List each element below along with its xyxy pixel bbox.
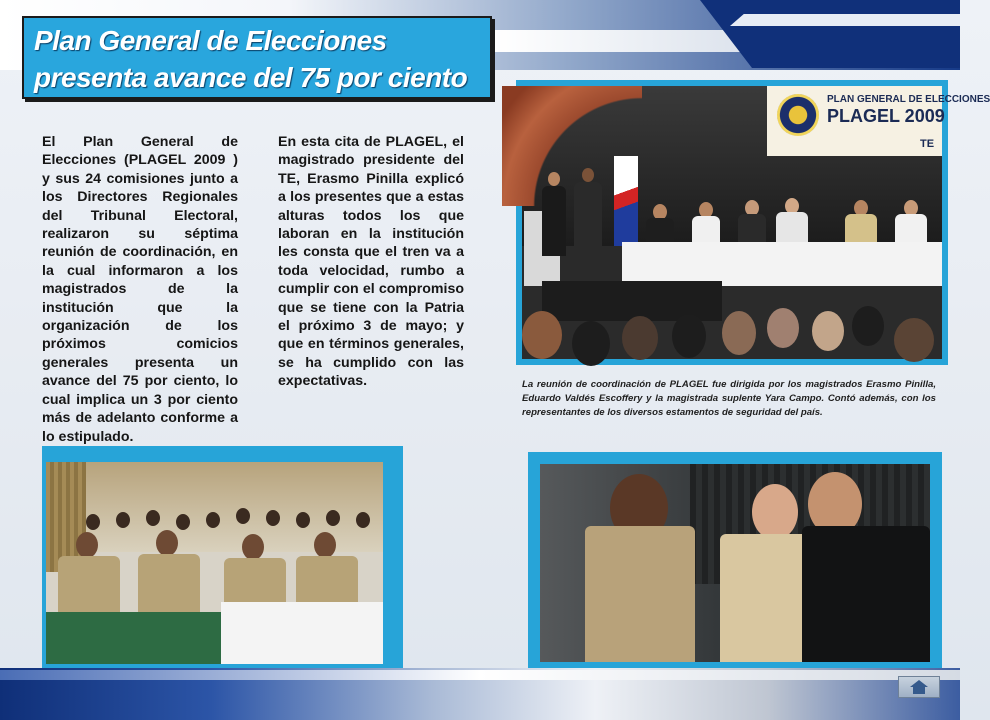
banner-text-1: PLAN GENERAL DE ELECCIONES	[827, 94, 990, 105]
top-accent-stripe	[730, 14, 960, 26]
home-icon	[910, 680, 928, 694]
article-title	[22, 16, 492, 99]
tribunal-logo	[777, 94, 819, 136]
banner-text-3: TE	[920, 138, 935, 150]
title-line-2: presenta avance del 75 por ciento	[34, 62, 468, 93]
home-button[interactable]	[898, 676, 940, 698]
panama-flag	[614, 156, 638, 246]
bottom-accent-stripe	[0, 670, 960, 680]
banner-text-2: PLAGEL 2009	[827, 106, 945, 126]
title-line-1: Plan General de Elecciones	[34, 25, 387, 56]
photo-audience-officers	[46, 462, 383, 664]
article-column-2: En esta cita de PLAGEL, el magistrado presidente del TE, Erasmo Pinilla explicó a los presentes que a estas alturas todos los que laboran en la institución les consta que el tren va a toda velocidad, rumbo a cumplir con el compromiso que se tiene con la Patria el próximo 3 de mayo; y que en términos generales, se ha cumplido con las expectativas.	[278, 134, 464, 390]
table-cloth	[221, 602, 383, 664]
photo-conversation	[540, 464, 930, 662]
photo-caption: La reunión de coordinación de PLAGEL fue dirigida por los magistrados Erasmo Pinilla, Eduardo Valdés Escoffery y la magistrada suplente Yara Campo. Contó además, con los representantes de los diversos estamentos de seguridad del país.	[522, 379, 936, 418]
photo-coordination-meeting	[522, 86, 990, 359]
article-column-1: El Plan General de Elecciones (PLAGEL 2009 ) y sus 24 comisiones junto a los Directores Regionales del Tribunal Electoral, realizaron su séptima reunión de coordinación, en la cual informaron a los magistrados de la institución que la organización de los próximos comicios generales presenta un avance del 75 por ciento, lo cual implica un 3 por ciento más de adelanto conforme a lo estipulado.	[42, 134, 238, 445]
